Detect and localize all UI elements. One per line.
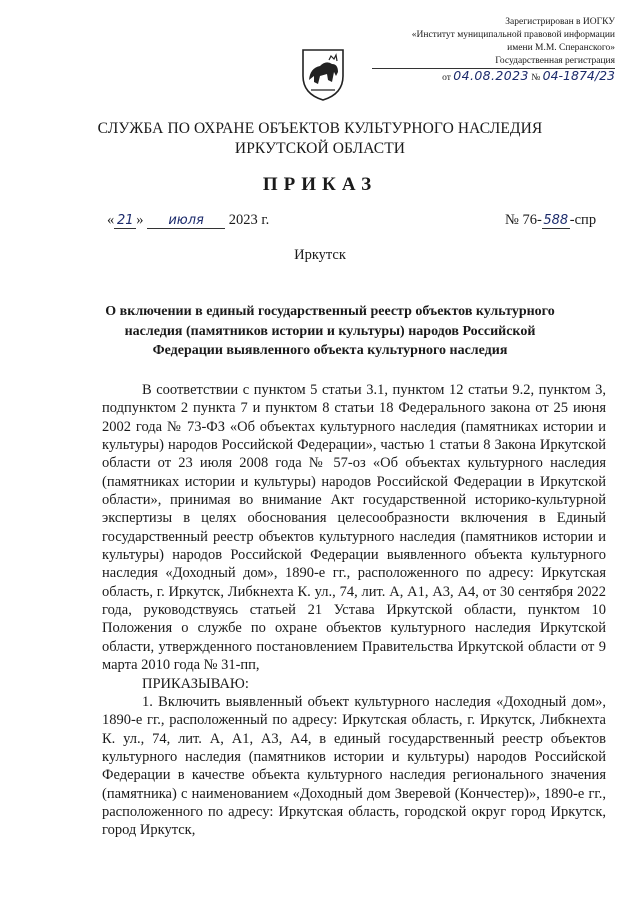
document-title: О включении в единый государственный реестр объектов культурного наследия (памятников истории и культуры) народов Российской Федерации выявленного объекта культурного наследия [105,304,555,358]
registration-date-row [372,69,615,85]
order-date [107,212,269,229]
document-body [102,381,606,840]
registration-line-2: «Институт муниципальной правовой информации [411,30,615,40]
order-number-suffix: -спр [569,212,597,228]
date-year: 2023 г. [228,212,270,228]
date-close-quote: » [136,212,144,228]
registration-number: 04-1874/23 [542,68,615,83]
coat-of-arms-icon [300,46,346,102]
registration-from-prefix: от [442,73,451,83]
registration-line-3: имени М.М. Сперанского» [507,43,615,53]
agency-line-2: ИРКУТСКОЙ ОБЛАСТИ [234,140,406,157]
order-number-value: 588 [543,213,569,228]
date-day: 21 [114,213,136,229]
city: Иркутск [294,247,346,263]
order-number-prefix: № 76- [505,212,542,228]
registration-date: 04.08.2023 [453,68,529,83]
registration-line-4: Государственная регистрация [372,55,615,69]
registration-number-prefix: № [531,73,541,83]
date-month: июля [147,213,225,229]
registration-stamp [372,16,615,85]
agency-name [40,119,600,159]
orders-word: ПРИКАЗЫВАЮ: [142,675,249,692]
agency-line-1: СЛУЖБА ПО ОХРАНЕ ОБЪЕКТОВ КУЛЬТУРНОГО НАСЛЕДИЯ [97,120,543,137]
order-number [505,212,596,229]
date-open-quote: « [107,212,115,228]
preamble-paragraph: В соответствии с пунктом 5 статьи 3.1, пунктом 12 статьи 9.2, пунктом 3, подпунктом 2 пункта 7 и пунктом 8 статьи 18 Федерального закона от 25 июня 2002 года № 73-ФЗ «Об объектах культурного наследия (памятниках истории и культуры) народов Российской Федерации», частью 1 статьи 8 Закона Иркутской области от 23 июля 2008 года № 57-оз «Об объектах культурного наследия (памятниках истории и культуры) народов Российской Федерации в Иркутской области», принимая во внимание Акт государственной историко-культурной экспертизы в целях обоснования целесообразности включения в Единый государственный реестр объектов культурного наследия (памятников истории и культуры) народов Российской Федерации выявленного объекта культурного наследия «Доходный дом», 1890-е гг., расположенного по адресу: Иркутская область, г. Иркутск, Либкнехта К. ул., 74, лит. А, А1, А3, А4, от 30 сентября 2022 года, руководствуясь статьей 21 Устава Иркутской области, пунктом 10 Положения о службе по охране объектов культурного наследия Иркутской области, утвержденного постановлением Правительства Иркутской области от 9 марта 2010 года № 31-пп, [102,382,606,674]
item-1-paragraph: 1. Включить выявленный объект культурного наследия «Доходный дом», 1890-е гг., расположенный по адресу: Иркутская область, г. Иркутск, Либкнехта К. ул., 74, лит. А, А1, А3, А4, в единый государственный реестр объектов культурного наследия (памятников истории и культуры) народов Российской Федерации в качестве объекта культурного наследия регионального значения (памятника) с наименованием «Доходный дом Зверевой (Кончестер)», 1890-е гг., расположенного по адресу: Иркутская область, городской округ город Иркутск, город Иркутск, [102,693,606,839]
document-type: ПРИКАЗ [262,174,378,195]
registration-line-1: Зарегистрирован в ИОГКУ [505,17,615,27]
